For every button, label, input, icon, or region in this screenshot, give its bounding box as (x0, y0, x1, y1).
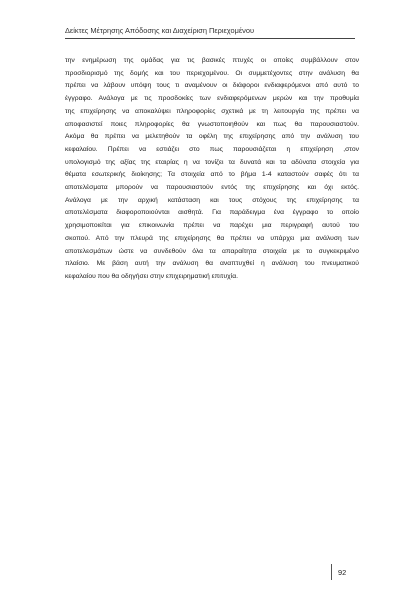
text-line: σκοπού. Από την πλευρά της επιχείρησης θα πρέπει να υπάρχει μια ανάλυση των (65, 234, 359, 242)
text-line: πρέπει να λάβουν υπόψη τους τι αναμένουν οι διάφοροι ενδιαφερόμενοι από αυτό το (65, 82, 359, 90)
text-line: αποτελέσματα διαφοροποιούνται αισθητά. Για παράδειγμα ένα έγγραφο το οποίο (65, 209, 359, 217)
page-number: 92 (338, 568, 347, 577)
text-line: αποτελέσματα μπορούν να παρουσιαστούν εντός της επιχείρησης και όχι εκτός. (65, 184, 359, 192)
text-line: κεφαλαίου που θα οδηγήσει στην επιχειρηματική επιτυχία. (65, 272, 238, 280)
text-line: προσδιορισμό της δομής και του περιεχομένου. Οι συμμετέχοντες στην ανάλυση θα (65, 69, 359, 77)
text-line: αποφασιστεί ποιες πληροφορίες θα γνωστοποιηθούν και πως θα παρουσιαστούν. (65, 120, 359, 128)
text-line: κεφαλαίου. Πρέπει να εστιάζει στο πως παρουσιάζεται η επιχείρηση ,στον (65, 145, 359, 153)
text-line: έγγραφο. Ανάλογα με τις προσδοκίες των ενδιαφερόμενων μερών και την προθυμία (65, 95, 359, 103)
header-rule (65, 38, 355, 39)
text-line: Ανάλογα με την αρχική κατάσταση και τους στόχους της επιχείρησης τα (65, 196, 359, 204)
body-paragraph (65, 55, 359, 284)
text-line: της επιχείρησης να αποκαλύψει πληροφορίες σχετικά με τη λειτουργία της πρέπει να (65, 107, 359, 115)
text-line: πλαίσιο. Με βάση αυτή την ανάλυση θα αναπτυχθεί η ανάλυση του πνευματικού (65, 260, 359, 268)
text-line: θέματα εσωτερικής διοίκησης; Τα στοιχεία από το βήμα 1-4 καταστούν σαφές ότι τα (65, 171, 359, 179)
running-header: Δείκτες Μέτρησης Απόδοσης και Διαχείριση Περιεχομένου (65, 26, 254, 35)
text-line: αποτελεσμάτων ώστε να συνδεθούν όλα τα απαραίτητα στοιχεία με το συγκεκριμένο (65, 247, 359, 255)
text-line: Ακόμα θα πρέπει να μελετηθούν τα οφέλη της επιχείρησης από την ανάλυση του (65, 133, 359, 141)
text-line: υπολογισμό της αξίας της εταιρίας η να τονίζει τα δυνατά και τα αδύνατα στοιχεία για (65, 158, 359, 166)
text-line: την ενημέρωση της ομάδας για τις βασικές πτυχές οι οποίες συμβάλλουν στον (65, 57, 359, 64)
text-line: χρησιμοποιείται για επικοινωνία πρέπει να παρέχει μια περιγραφή αυτού του (65, 222, 359, 230)
